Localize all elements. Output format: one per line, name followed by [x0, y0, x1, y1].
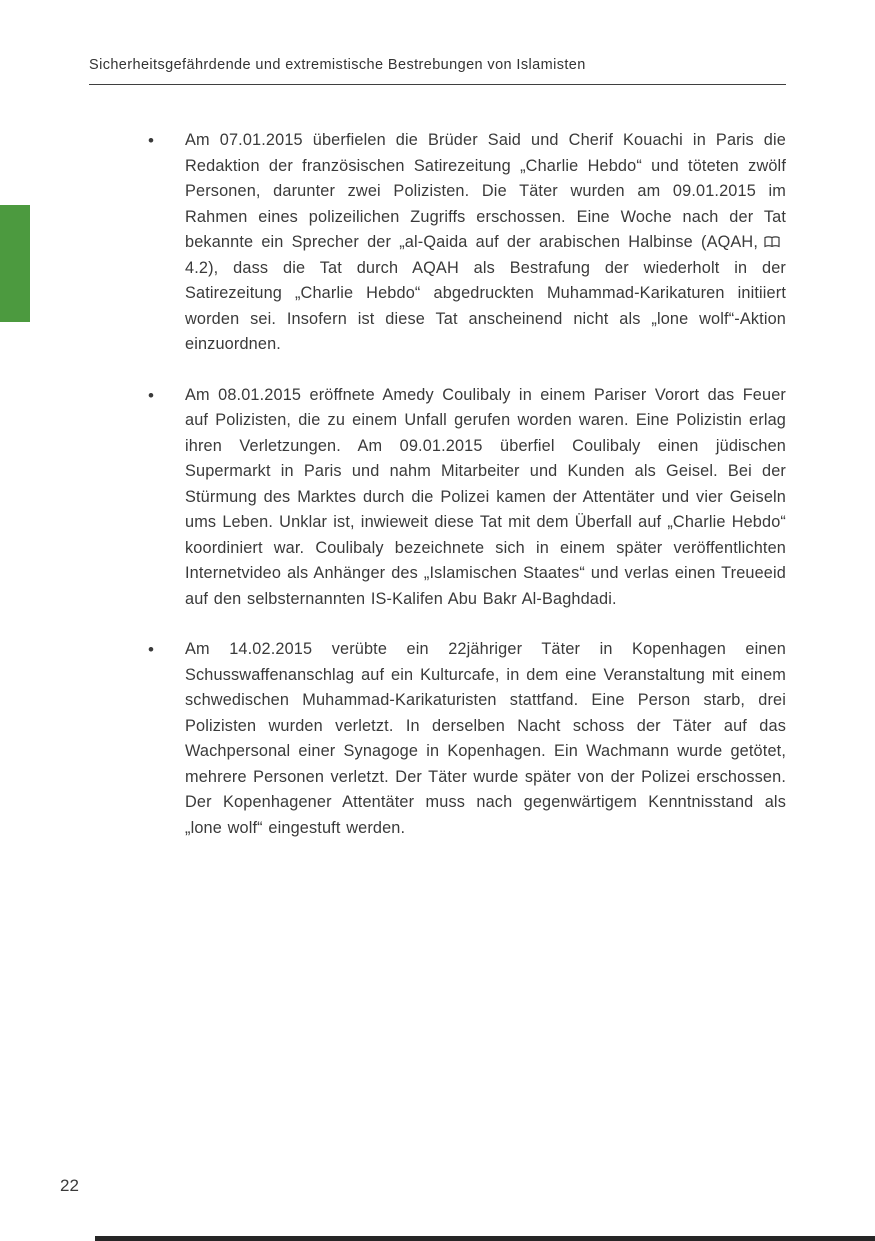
paragraph: Am 14.02.2015 verübte ein 22jähriger Täter in Kopenhagen einen Schusswaffenanschlag auf ein Kulturcafe, in dem eine Veranstaltung mit einem schwedischen Muhammad-Karikaturisten stattfand. Eine Person starb, drei Polizisten wurden verletzt. In derselben Nacht schoss der Täter auf das Wachpersonal einer Synagoge in Kopenhagen. Ein Wachmann wurde getötet, mehrere Personen verletzt. Der Täter wurde später von der Polizei erschossen. Der Kopenhagener Attentäter muss nach gegenwärtigem Kenntnisstand als „lone wolf“ eingestuft werden.	[185, 640, 786, 837]
page-header: Sicherheitsgefährdende und extremistische Bestrebungen von Islamisten	[89, 57, 786, 85]
body-content	[148, 128, 786, 866]
list-item	[148, 383, 786, 613]
paragraph-text: 4.2), dass die Tat durch AQAH als Bestrafung der wiederholt in der Satirezeitung „Charlie Hebdo“ abgedruckten Muhammad-Karikaturen initiiert worden sei. Insofern ist diese Tat anscheinend nicht als „lone wolf“-Aktion einzuordnen.	[185, 258, 786, 353]
chapter-tab-marker	[0, 205, 30, 322]
bullet-marker: •	[148, 131, 154, 150]
page-bottom-rule	[95, 1236, 875, 1241]
paragraph-text: Am 07.01.2015 überfielen die Brüder Said und Cherif Kouachi in Paris die Redaktion der französischen Satirezeitung „Charlie Hebdo“ und töteten zwölf Personen, darunter zwei Polizisten. Die Täter wurden am 09.01.2015 im Rahmen eines polizeilichen Zugriffs erschossen. Eine Woche nach der Tat bekannte ein Sprecher der „al-Qaida auf der arabischen Halbinse (AQAH,	[185, 131, 786, 251]
bullet-marker: •	[148, 640, 154, 659]
open-book-icon	[764, 236, 780, 248]
page-number: 22	[60, 1176, 79, 1195]
paragraph	[185, 128, 786, 358]
list-item	[148, 128, 786, 358]
list-item	[148, 637, 786, 841]
paragraph: Am 08.01.2015 eröffnete Amedy Coulibaly in einem Pariser Vorort das Feuer auf Polizisten, die zu einem Unfall gerufen worden waren. Eine Polizistin erlag ihren Verletzungen. Am 09.01.2015 überfiel Coulibaly einen jüdischen Supermarkt in Paris und nahm Mitarbeiter und Kunden als Geisel. Bei der Stürmung des Marktes durch die Polizei kamen der Attentäter und vier Geiseln ums Leben. Unklar ist, inwieweit diese Tat mit dem Überfall auf „Charlie Hebdo“ koordiniert war. Coulibaly bezeichnete sich in einem später veröffentlichten Internetvideo als Anhänger des „Islamischen Staates“ und verlas einen Treueeid auf den selbsternannten IS-Kalifen Abu Bakr Al-Baghdadi.	[185, 385, 786, 608]
bullet-marker: •	[148, 385, 154, 405]
